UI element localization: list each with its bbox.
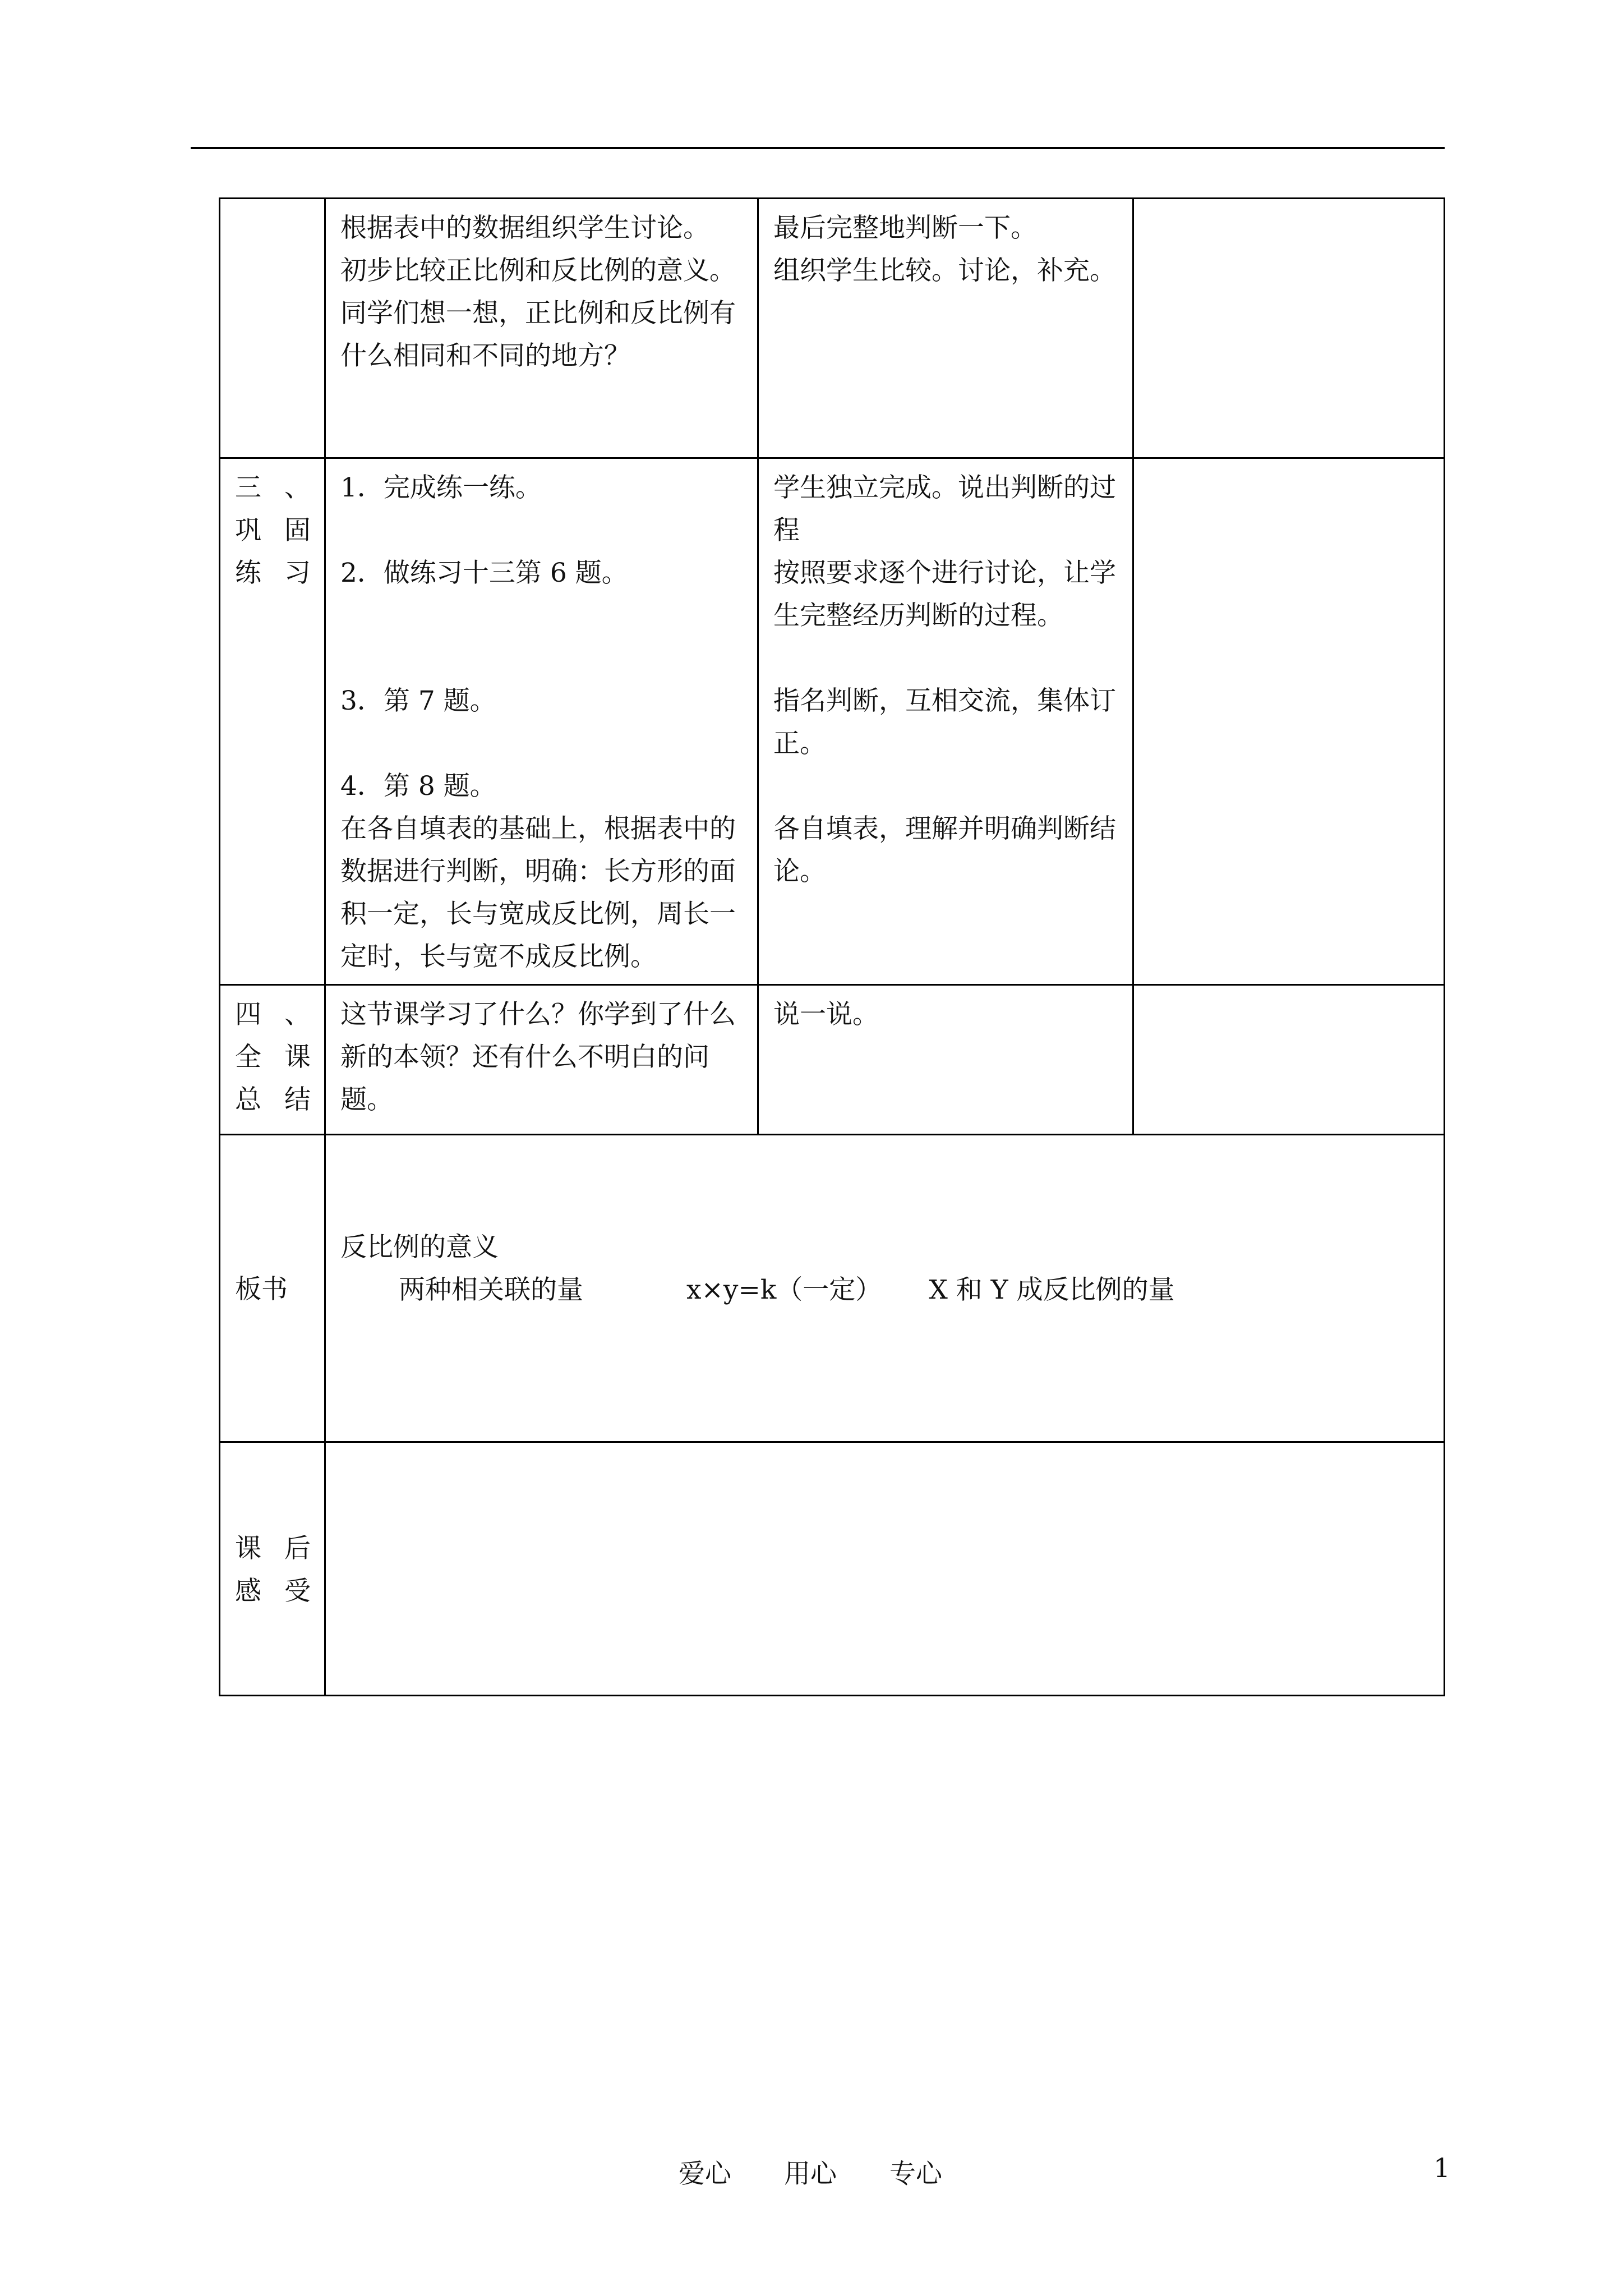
- table-row: [220, 1135, 1445, 1442]
- student-activity-cell: [758, 199, 1133, 458]
- table-row: [220, 458, 1445, 985]
- table-row: [220, 199, 1445, 458]
- teacher-activity-cell: [325, 199, 758, 458]
- text-line: 组织学生比较。讨论，补充。: [773, 255, 1116, 286]
- text-line: 3．第 7 题。: [340, 685, 496, 716]
- blackboard-cell: [325, 1135, 1445, 1442]
- header-rule: [191, 147, 1445, 149]
- text-line: 最后完整地判断一下。: [773, 213, 1037, 243]
- reflection-cell: [325, 1442, 1445, 1696]
- board-term: 两种相关联的量: [399, 1274, 583, 1305]
- text-line: 这节课学习了什么？你学到了什么新的本领？还有什么不明白的问题。: [340, 999, 736, 1115]
- text-line: 同学们想一想，正比例和反比例有什么相同和不同的地方？: [340, 298, 736, 371]
- notes-cell: [1133, 199, 1445, 458]
- board-title: 反比例的意义: [340, 1232, 499, 1263]
- text-line: 说一说。: [773, 999, 879, 1030]
- text-line: 在各自填表的基础上，根据表中的数据进行判断，明确：长方形的面积一定，长与宽成反比例，周长一定时，长与宽不成反比例。: [340, 813, 736, 972]
- stage-label: 板书: [235, 1273, 288, 1305]
- text-line: 2．做练习十三第 6 题。: [340, 558, 628, 588]
- text-line: 1．完成练一练。: [340, 472, 542, 503]
- stage-label: 课后感受: [235, 1533, 311, 1607]
- text-line: 按照要求逐个进行讨论，让学生完整经历判断的过程。: [773, 558, 1116, 631]
- stage-label: 四、全课总结: [235, 999, 311, 1115]
- student-activity-cell: [758, 985, 1133, 1135]
- board-formula: x×y=k（一定）: [686, 1274, 882, 1305]
- text-line: 初步比较正比例和反比例的意义。: [340, 255, 736, 286]
- board-conclusion: X 和 Y 成反比例的量: [929, 1274, 1175, 1305]
- student-activity-cell: [758, 458, 1133, 985]
- page-number: 1: [1433, 2153, 1450, 2184]
- teacher-activity-cell: [325, 458, 758, 985]
- stage-cell: [220, 1135, 325, 1442]
- notes-cell: [1133, 458, 1445, 985]
- stage-cell: [220, 458, 325, 985]
- stage-cell: [220, 1442, 325, 1696]
- text-line: 指名判断，互相交流，集体订正。: [773, 685, 1116, 759]
- board-line: [340, 1269, 1430, 1312]
- text-line: 4．第 8 题。: [340, 771, 496, 802]
- lesson-plan-table: [219, 197, 1445, 1696]
- table-row: [220, 1442, 1445, 1696]
- text-line: 根据表中的数据组织学生讨论。: [340, 213, 709, 243]
- table-row: [220, 985, 1445, 1135]
- notes-cell: [1133, 985, 1445, 1135]
- stage-label: 三、巩固练习: [235, 472, 311, 588]
- text-line: 各自填表，理解并明确判断结论。: [773, 813, 1116, 887]
- text-line: 学生独立完成。说出判断的过程: [773, 472, 1116, 546]
- footer-motto: 爱心 用心 专心: [679, 2159, 942, 2189]
- teacher-activity-cell: [325, 985, 758, 1135]
- stage-cell: [220, 199, 325, 458]
- stage-cell: [220, 985, 325, 1135]
